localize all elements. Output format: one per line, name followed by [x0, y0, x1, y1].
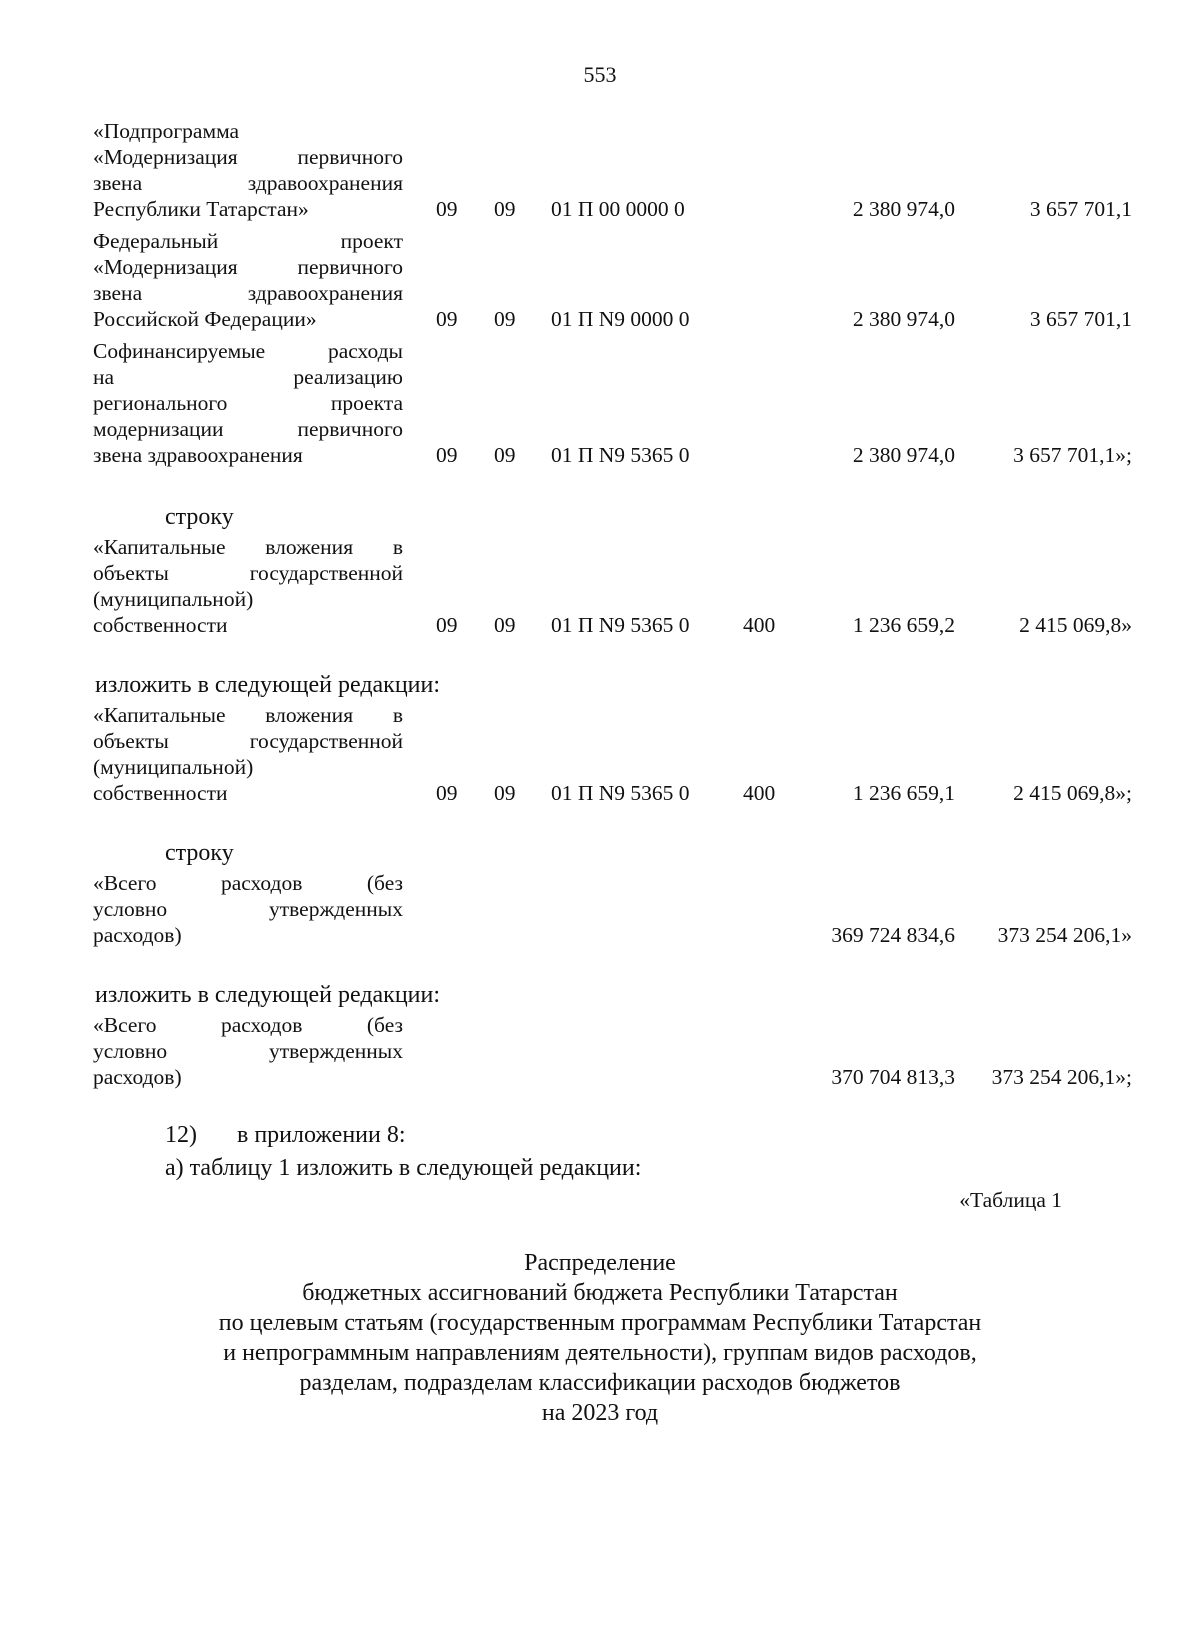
row-name: «Подпрограмма «Модернизация первичного звена здравоохранения Республики Татарстан»: [93, 119, 403, 221]
expense-type-cell: 400: [743, 613, 776, 637]
table-row: [0, 118, 1200, 222]
amount-2025-cell: 373 254 206,1»;: [991, 1065, 1132, 1089]
amount-2025-cell: 3 657 701,1»;: [1013, 443, 1132, 467]
row-name: Федеральный проект «Модернизация первичного звена здравоохранения Российской Федерации»: [93, 229, 403, 331]
razdel-cell: 09: [436, 443, 458, 467]
podrazdel-cell: 09: [494, 443, 516, 467]
amount-2025-cell: 373 254 206,1»: [997, 923, 1132, 947]
amount-2024-cell: 2 380 974,0: [852, 307, 955, 331]
target-article-cell: 01 П N9 5365 0: [551, 781, 690, 805]
podrazdel-cell: 09: [494, 307, 516, 331]
row-name: «Капитальные вложения в объекты государственной (муниципальной) собственности: [93, 535, 403, 637]
row-name: «Всего расходов (без условно утвержденных расходов): [93, 1013, 403, 1089]
razdel-cell: 09: [436, 613, 458, 637]
table-row: [0, 870, 1200, 948]
razdel-cell: 09: [436, 197, 458, 221]
amount-2025-cell: 2 415 069,8»: [1019, 613, 1132, 637]
podrazdel-cell: 09: [494, 781, 516, 805]
amount-2024-cell: 1 236 659,1: [852, 781, 955, 805]
expense-type-cell: 400: [743, 781, 776, 805]
target-article-cell: 01 П N9 5365 0: [551, 443, 690, 467]
target-article-cell: 01 П N9 0000 0: [551, 307, 690, 331]
amount-2024-cell: 1 236 659,2: [852, 613, 955, 637]
table-row: [0, 702, 1200, 806]
table-row: [0, 1012, 1200, 1090]
table-caption: «Таблица 1: [959, 1188, 1062, 1212]
item-12-text: в приложении 8:: [237, 1122, 406, 1148]
amount-2024-cell: 2 380 974,0: [852, 197, 955, 221]
row-name: «Капитальные вложения в объекты государственной (муниципальной) собственности: [93, 703, 403, 805]
document-title: Распределение бюджетных ассигнований бюджета Республики Татарстан по целевым статьям (государственным программам Республики Татарстан и непрограммным направлениям деятельности), группам видов расходов, разделам, подразделам классификации расходов бюджетов на 2023 год: [218, 1250, 982, 1426]
item-12-number: 12): [165, 1122, 197, 1148]
row-name: «Всего расходов (без условно утвержденных расходов): [93, 871, 403, 947]
izlozhit-label: изложить в следующей редакции:: [95, 982, 441, 1008]
page-number: 553: [583, 62, 617, 87]
amount-2025-cell: 3 657 701,1: [1029, 307, 1132, 331]
amount-2024-cell: 2 380 974,0: [852, 443, 955, 467]
podrazdel-cell: 09: [494, 613, 516, 637]
stroku-label: строку: [165, 840, 234, 866]
amount-2025-cell: 3 657 701,1: [1029, 197, 1132, 221]
izlozhit-label: изложить в следующей редакции:: [95, 672, 441, 698]
table-row: [0, 534, 1200, 638]
target-article-cell: 01 П 00 0000 0: [551, 197, 685, 221]
amount-2024-cell: 369 724 834,6: [831, 923, 955, 947]
table-row: [0, 228, 1200, 332]
row-name: Софинансируемые расходы на реализацию регионального проекта модернизации первичного звена здравоохранения: [93, 339, 403, 467]
stroku-label: строку: [165, 504, 234, 530]
razdel-cell: 09: [436, 307, 458, 331]
item-12-sub-a: а) таблицу 1 изложить в следующей редакции:: [165, 1155, 642, 1181]
podrazdel-cell: 09: [494, 197, 516, 221]
table-row: [0, 338, 1200, 468]
target-article-cell: 01 П N9 5365 0: [551, 613, 690, 637]
amount-2024-cell: 370 704 813,3: [831, 1065, 955, 1089]
razdel-cell: 09: [436, 781, 458, 805]
amount-2025-cell: 2 415 069,8»;: [1013, 781, 1132, 805]
